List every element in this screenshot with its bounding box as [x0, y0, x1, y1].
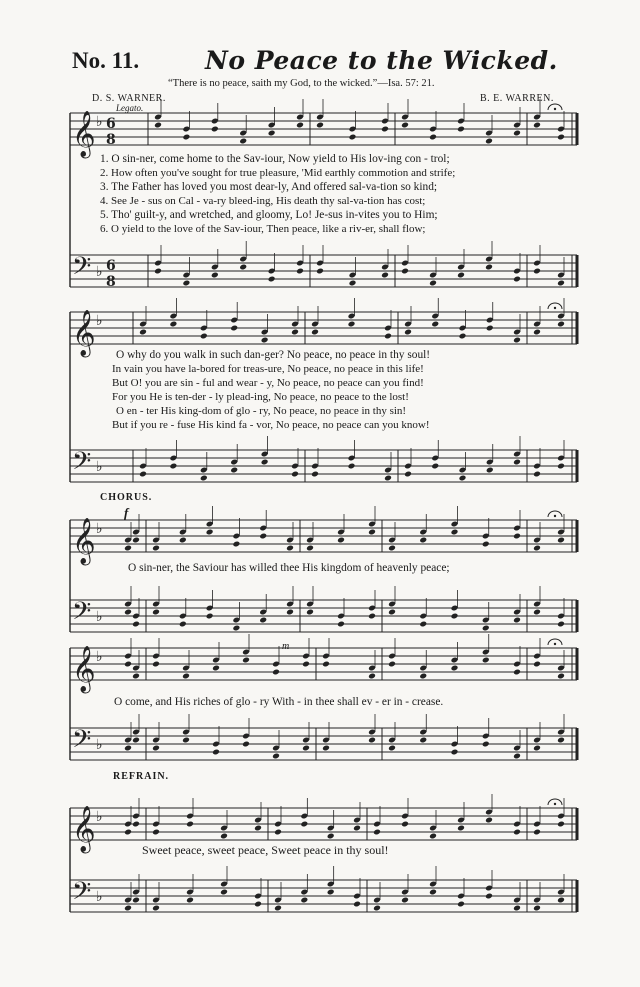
notehead — [557, 537, 565, 544]
notehead — [206, 529, 214, 536]
notehead — [557, 463, 565, 470]
notehead — [451, 613, 459, 620]
bass-clef-icon: 𝄢 — [72, 597, 92, 632]
notehead — [482, 657, 490, 664]
notehead — [353, 825, 361, 832]
notehead — [179, 621, 187, 628]
notehead — [154, 268, 162, 275]
notehead — [373, 829, 381, 836]
notehead — [557, 821, 565, 828]
notehead — [152, 829, 160, 836]
notehead — [182, 673, 190, 680]
notehead — [557, 897, 565, 904]
notehead — [212, 749, 220, 756]
notehead — [311, 329, 319, 336]
bass-clef-icon: 𝄢 — [72, 877, 92, 912]
treble-clef-icon: 𝄞 — [72, 310, 96, 356]
notehead — [169, 321, 177, 328]
verse-line-4: 4. See Je - sus on Cal - va-ry bleed-ing, His death thy sal-va-tion has cost; — [100, 195, 426, 207]
notehead — [457, 272, 465, 279]
notehead — [431, 463, 439, 470]
notehead — [485, 264, 493, 271]
notehead — [152, 905, 160, 912]
notehead — [533, 905, 541, 912]
notehead — [132, 737, 140, 744]
notehead — [132, 673, 140, 680]
notehead — [242, 741, 250, 748]
chorus-line-2: O come, and His riches of glo - ry With - in thee shall ev - er in - crease. — [114, 696, 444, 708]
notehead — [431, 321, 439, 328]
notehead — [419, 737, 427, 744]
notehead — [557, 737, 565, 744]
notehead — [291, 329, 299, 336]
notehead — [368, 673, 376, 680]
notehead — [296, 268, 304, 275]
notehead — [388, 545, 396, 552]
notehead — [557, 134, 565, 141]
notehead — [513, 617, 521, 624]
notehead — [132, 897, 140, 904]
notehead — [124, 661, 132, 668]
flat-icon: ♭ — [96, 313, 103, 329]
notehead — [404, 471, 412, 478]
notehead — [296, 122, 304, 129]
notehead — [429, 134, 437, 141]
notehead — [152, 661, 160, 668]
treble-clef-icon: 𝄞 — [72, 111, 96, 157]
chorus-line-1: O sin-ner, the Saviour has willed thee His kingdom of heavenly peace; — [128, 562, 450, 574]
notehead — [152, 545, 160, 552]
notehead — [381, 272, 389, 279]
notehead — [388, 745, 396, 752]
notehead — [300, 897, 308, 904]
notehead — [349, 280, 357, 287]
notehead — [513, 130, 521, 137]
notehead — [239, 138, 247, 145]
tempo-marking: Legato. — [116, 103, 144, 113]
notehead — [337, 621, 345, 628]
notehead — [179, 537, 187, 544]
notehead — [286, 609, 294, 616]
flat-icon: ♭ — [96, 521, 103, 537]
flat-icon: ♭ — [96, 809, 103, 825]
notehead — [459, 475, 467, 482]
notehead — [486, 467, 494, 474]
notehead — [268, 130, 276, 137]
notehead — [220, 889, 228, 896]
notehead — [349, 134, 357, 141]
notehead — [186, 821, 194, 828]
notehead — [557, 280, 565, 287]
notehead — [230, 325, 238, 332]
notehead — [139, 471, 147, 478]
notehead — [232, 541, 240, 548]
notehead — [533, 829, 541, 836]
flat-icon: ♭ — [96, 114, 103, 130]
notehead — [327, 889, 335, 896]
verse2-line-5: O en - ter His king-dom of glo - ry, No peace, no peace in thy sin! — [116, 405, 407, 417]
notehead — [206, 613, 214, 620]
notehead — [419, 537, 427, 544]
notehead — [557, 621, 565, 628]
notehead — [200, 333, 208, 340]
bass-clef-icon: 𝄢 — [72, 725, 92, 760]
notehead — [316, 268, 324, 275]
fermata-dot — [554, 307, 556, 309]
notehead — [457, 825, 465, 832]
notehead — [513, 669, 521, 676]
notehead — [451, 749, 459, 756]
notehead — [182, 737, 190, 744]
dynamic-mark: m — [282, 641, 290, 652]
notehead — [482, 741, 490, 748]
notehead — [169, 463, 177, 470]
notehead — [533, 268, 541, 275]
verse-line-2: 2. How often you've sought for true pleasure, 'Mid earthly commotion and strife; — [100, 167, 456, 179]
notehead — [124, 745, 132, 752]
notehead — [182, 280, 190, 287]
notehead — [404, 329, 412, 336]
notehead — [513, 753, 521, 760]
notehead — [513, 533, 521, 540]
notehead — [274, 905, 282, 912]
fermata-dot — [554, 803, 556, 805]
notehead — [457, 126, 465, 133]
notehead — [186, 897, 194, 904]
flat-icon: ♭ — [96, 649, 103, 665]
bass-clef-icon: 𝄢 — [72, 252, 92, 287]
notehead — [306, 609, 314, 616]
notehead — [459, 333, 467, 340]
notehead — [368, 737, 376, 744]
notehead — [132, 821, 140, 828]
notehead — [513, 337, 521, 344]
notehead — [268, 276, 276, 283]
notehead — [533, 545, 541, 552]
time-signature-bottom: 8 — [106, 274, 116, 290]
notehead — [368, 529, 376, 536]
notehead — [302, 745, 310, 752]
verse2-line-6: But if you re - fuse His kind fa - vor, No peace, no peace can you know! — [112, 419, 430, 431]
notehead — [132, 537, 140, 544]
flat-icon: ♭ — [96, 264, 103, 280]
notehead — [152, 745, 160, 752]
notehead — [486, 325, 494, 332]
epigraph: “There is no peace, saith my God, to the wicked.”—Isa. 57: 21. — [168, 78, 435, 89]
notehead — [482, 541, 490, 548]
notehead — [242, 657, 250, 664]
notehead — [457, 901, 465, 908]
time-signature-top: 6 — [106, 258, 116, 274]
notehead — [306, 545, 314, 552]
time-signature-bottom: 8 — [106, 132, 116, 148]
notehead — [429, 833, 437, 840]
notehead — [239, 264, 247, 271]
notehead — [401, 821, 409, 828]
notehead — [300, 821, 308, 828]
notehead — [368, 613, 376, 620]
notehead — [451, 665, 459, 672]
notehead — [259, 533, 267, 540]
notehead — [272, 669, 280, 676]
notehead — [322, 745, 330, 752]
notehead — [513, 905, 521, 912]
notehead — [384, 333, 392, 340]
notehead — [291, 471, 299, 478]
notehead — [533, 471, 541, 478]
notehead — [388, 661, 396, 668]
notehead — [513, 276, 521, 283]
notehead — [533, 329, 541, 336]
notehead — [124, 905, 132, 912]
notehead — [220, 833, 228, 840]
flat-icon: ♭ — [96, 609, 103, 625]
refrain-line-1: Sweet peace, sweet peace, Sweet peace in thy soul! — [142, 843, 389, 857]
treble-clef-icon: 𝄞 — [72, 518, 96, 564]
notehead — [513, 829, 521, 836]
verse2-line-4: For you He is ten-der - ly plead-ing, No peace, no peace to the lost! — [112, 391, 409, 403]
notehead — [322, 661, 330, 668]
flat-icon: ♭ — [96, 889, 103, 905]
verse2-line-1: O why do you walk in such dan-ger? No peace, no peace in thy soul! — [116, 349, 431, 361]
notehead — [429, 889, 437, 896]
verse-line-6: 6. O yield to the love of the Sav-iour, Then peace, like a riv-er, shall flow; — [100, 223, 426, 235]
notehead — [388, 609, 396, 616]
notehead — [384, 475, 392, 482]
treble-clef-icon: 𝄞 — [72, 806, 96, 852]
notehead — [557, 673, 565, 680]
notehead — [485, 893, 493, 900]
chorus-label: CHORUS. — [100, 492, 153, 503]
notehead — [182, 134, 190, 141]
notehead — [132, 621, 140, 628]
notehead — [274, 829, 282, 836]
notehead — [316, 122, 324, 129]
notehead — [327, 833, 335, 840]
notehead — [124, 609, 132, 616]
notehead — [401, 268, 409, 275]
notehead — [302, 661, 310, 668]
notehead — [200, 475, 208, 482]
notehead — [152, 609, 160, 616]
notehead — [211, 126, 219, 133]
verse2-line-2: In vain you have la-bored for treas-ure, No peace, no peace in this life! — [112, 363, 424, 375]
notehead — [212, 665, 220, 672]
verse-line-1: 1. O sin-ner, come home to the Sav-iour, Now yield to His lov-ing con - trol; — [100, 153, 450, 165]
notehead — [533, 609, 541, 616]
notehead — [485, 138, 493, 145]
notehead — [381, 126, 389, 133]
notehead — [154, 122, 162, 129]
notehead — [482, 625, 490, 632]
notehead — [557, 321, 565, 328]
treble-clef-icon: 𝄞 — [72, 646, 96, 692]
notehead — [261, 337, 269, 344]
notehead — [353, 901, 361, 908]
flat-icon: ♭ — [96, 737, 103, 753]
notehead — [259, 617, 267, 624]
notehead — [419, 673, 427, 680]
fermata-dot — [554, 515, 556, 517]
notehead — [485, 817, 493, 824]
verse-line-5: 5. Tho' guilt-y, and wretched, and gloomy, Lo! Je-sus in-vites you to Him; — [100, 209, 438, 221]
notehead — [272, 753, 280, 760]
fermata-dot — [554, 108, 556, 110]
fermata-dot — [554, 643, 556, 645]
notehead — [429, 280, 437, 287]
verse2-line-3: But O! you are sin - ful and wear - y, No peace, no peace can you find! — [112, 377, 424, 389]
notehead — [373, 905, 381, 912]
notehead — [451, 529, 459, 536]
notehead — [513, 459, 521, 466]
notehead — [230, 467, 238, 474]
time-signature-top: 6 — [106, 116, 116, 132]
notehead — [311, 471, 319, 478]
notehead — [124, 545, 132, 552]
notehead — [286, 545, 294, 552]
notehead — [124, 829, 132, 836]
notehead — [232, 625, 240, 632]
notehead — [533, 122, 541, 129]
composer-credit: B. E. WARREN. — [480, 93, 554, 104]
notehead — [533, 661, 541, 668]
notehead — [401, 122, 409, 129]
notehead — [254, 901, 262, 908]
verse-line-3: 3. The Father has loved you most dear-ly, And offered sal-va-tion so kind; — [100, 181, 438, 193]
notehead — [337, 537, 345, 544]
notehead — [348, 463, 356, 470]
notehead — [419, 621, 427, 628]
notehead — [254, 825, 262, 832]
notehead — [533, 745, 541, 752]
author-credit: D. S. WARNER. — [92, 93, 166, 104]
notehead — [348, 321, 356, 328]
flat-icon: ♭ — [96, 459, 103, 475]
bass-clef-icon: 𝄢 — [72, 447, 92, 482]
hymn-number: No. 11. — [72, 48, 140, 73]
notehead — [211, 272, 219, 279]
hymn-title: No Peace to the Wicked. — [205, 46, 558, 75]
notehead — [139, 329, 147, 336]
refrain-label: REFRAIN. — [113, 771, 170, 782]
dynamic-forte: f — [124, 505, 129, 520]
notehead — [261, 459, 269, 466]
notehead — [401, 897, 409, 904]
